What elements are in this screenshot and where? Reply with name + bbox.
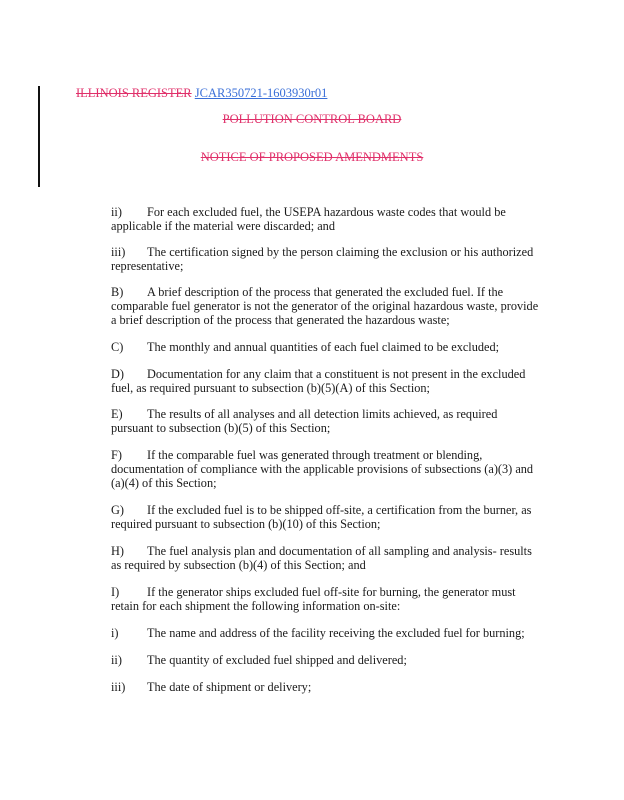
paragraph xyxy=(111,245,539,273)
register-header xyxy=(76,86,327,101)
notice-struck-text: NOTICE OF PROPOSED AMENDMENTS xyxy=(200,150,424,164)
paragraph-label: I) xyxy=(111,585,120,599)
paragraph-label: C) xyxy=(111,340,124,354)
register-inserted-text: JCAR350721-1603930r01 xyxy=(194,86,328,100)
paragraph-label: H) xyxy=(111,544,124,558)
paragraph-label: iii) xyxy=(111,245,126,259)
paragraph xyxy=(111,503,539,531)
paragraph xyxy=(111,285,539,327)
paragraph xyxy=(111,340,539,354)
paragraph-text: The monthly and annual quantities of each fuel claimed to be excluded; xyxy=(147,340,500,354)
paragraph xyxy=(111,448,539,490)
board-header xyxy=(0,112,624,127)
paragraph xyxy=(111,407,539,435)
paragraph-text: The quantity of excluded fuel shipped and delivered; xyxy=(147,653,407,667)
paragraph xyxy=(111,626,539,640)
paragraph xyxy=(111,367,539,395)
paragraph-text: A brief description of the process that generated the excluded fuel. If the comparable fuel generator is not the generator of the original hazardous waste, provide a brief description of the process that generated the hazardous waste; xyxy=(111,285,539,327)
paragraph xyxy=(111,585,539,613)
paragraph xyxy=(111,680,539,694)
paragraph-label: F) xyxy=(111,448,122,462)
paragraph xyxy=(111,205,539,233)
paragraph-text: The name and address of the facility receiving the excluded fuel for burning; xyxy=(147,626,525,640)
paragraph-label: G) xyxy=(111,503,124,517)
paragraph-text: The fuel analysis plan and documentation of all sampling and analysis- results as required by subsection (b)(4) of this Section; and xyxy=(111,544,532,572)
paragraph-text: If the comparable fuel was generated through treatment or blending, documentation of compliance with the applicable provisions of subsections (a)(3) and (a)(4) of this Section; xyxy=(111,448,534,490)
paragraph-label: B) xyxy=(111,285,124,299)
paragraph xyxy=(111,544,539,572)
paragraph-text: The results of all analyses and all detection limits achieved, as required pursuant to subsection (b)(5) of this Section; xyxy=(111,407,498,435)
paragraph-label: E) xyxy=(111,407,123,421)
paragraph-text: For each excluded fuel, the USEPA hazardous waste codes that would be applicable if the material were discarded; and xyxy=(111,205,506,233)
paragraph-text: The certification signed by the person claiming the exclusion or his authorized representative; xyxy=(111,245,534,273)
paragraph-label: iii) xyxy=(111,680,126,694)
paragraph-label: D) xyxy=(111,367,124,381)
paragraph-text: If the generator ships excluded fuel off-site for burning, the generator must retain for each shipment the following information on-site: xyxy=(111,585,516,613)
revision-margin-bar xyxy=(38,86,40,187)
paragraph-label: ii) xyxy=(111,205,122,219)
paragraph-label: ii) xyxy=(111,653,122,667)
register-struck-text: ILLINOIS REGISTER xyxy=(76,86,192,100)
paragraph xyxy=(111,653,539,667)
paragraph-text: If the excluded fuel is to be shipped off-site, a certification from the burner, as required pursuant to subsection (b)(10) of this Section; xyxy=(111,503,532,531)
paragraph-text: The date of shipment or delivery; xyxy=(147,680,312,694)
paragraph-label: i) xyxy=(111,626,119,640)
board-struck-text: POLLUTION CONTROL BOARD xyxy=(222,112,402,126)
notice-header xyxy=(0,150,624,165)
paragraph-text: Documentation for any claim that a constituent is not present in the excluded fuel, as required pursuant to subsection (b)(5)(A) of this Section; xyxy=(111,367,526,395)
